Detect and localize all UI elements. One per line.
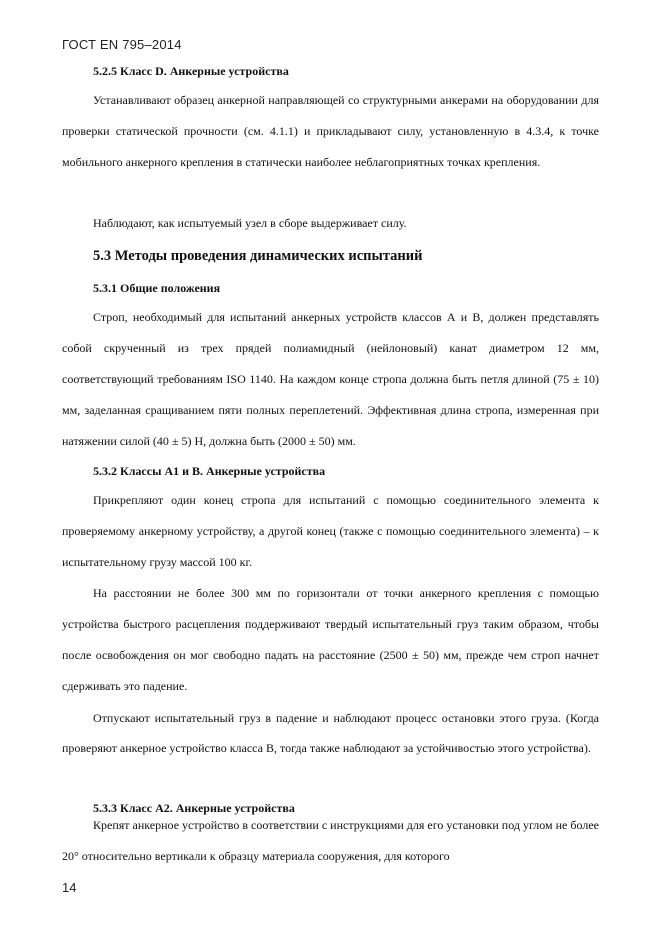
section-5-3-1-heading: 5.3.1 Общие положения [93, 281, 221, 295]
section-5-3-2-heading: 5.3.2 Классы A1 и В. Анкерные устройства [93, 464, 326, 478]
section-5-3-3-heading: 5.3.3 Класс A2. Анкерные устройства [93, 801, 295, 815]
section-5-3-heading: 5.3 Методы проведения динамических испытаний [93, 248, 423, 264]
standard-header: ГОСТ EN 795–2014 [62, 37, 182, 52]
section-5-2-5-paragraph-2: Наблюдают, как испытуемый узел в сборе выдерживает силу. [93, 216, 407, 230]
section-5-3-1-paragraph-1: Строп, необходимый для испытаний анкерных устройств классов А и В, должен представлять собой скрученный из трех прядей полиамидный (нейлоновый) канат диаметром 12 мм, соответствующий требованиям ISO 1140. На каждом конце стропа должна быть петля длиной (75 ± 10) мм, заделанная сращиванием пяти полных переплетений. Эффективная длина стропа, измеренная при натяжении силой (40 ± 5) Н, должна быть (2000 ± 50) мм. [62, 310, 599, 448]
section-5-2-5-paragraph-1: Устанавливают образец анкерной направляющей со структурными анкерами на оборудовании для проверки статической прочности (см. 4.1.1) и прикладывают силу, установленную в 4.3.4, к точке мобильного анкерного крепления в статически наиболее неблагоприятных точках крепления. [62, 93, 599, 169]
page-number: 14 [62, 880, 77, 895]
section-5-3-2-paragraph-3: Отпускают испытательный груз в падение и наблюдают процесс остановки этого груза. (Когда проверяют анкерное устройство класса В, тогда также наблюдают за устойчивостью этого устройства). [62, 711, 599, 755]
section-5-3-3-paragraph-1: Крепят анкерное устройство в соответствии с инструкциями для его установки под углом не более 20° относительно вертикали к образцу материала сооружения, для которого [62, 818, 599, 863]
section-5-2-5-heading: 5.2.5 Класс D. Анкерные устройства [93, 64, 289, 78]
section-5-3-2-paragraph-2: На расстоянии не более 300 мм по горизонтали от точки анкерного крепления с помощью устройства быстрого расцепления поддерживают твердый испытательный груз таким образом, чтобы после освобождения он мог свободно падать на расстояние (2500 ± 50) мм, прежде чем строп начнет сдерживать это падение. [62, 586, 599, 693]
section-5-3-2-paragraph-1: Прикрепляют один конец стропа для испытаний с помощью соединительного элемента к проверяемому анкерному устройству, а другой конец (также с помощью соединительного элемента) – к испытательному грузу массой 100 кг. [62, 493, 599, 569]
